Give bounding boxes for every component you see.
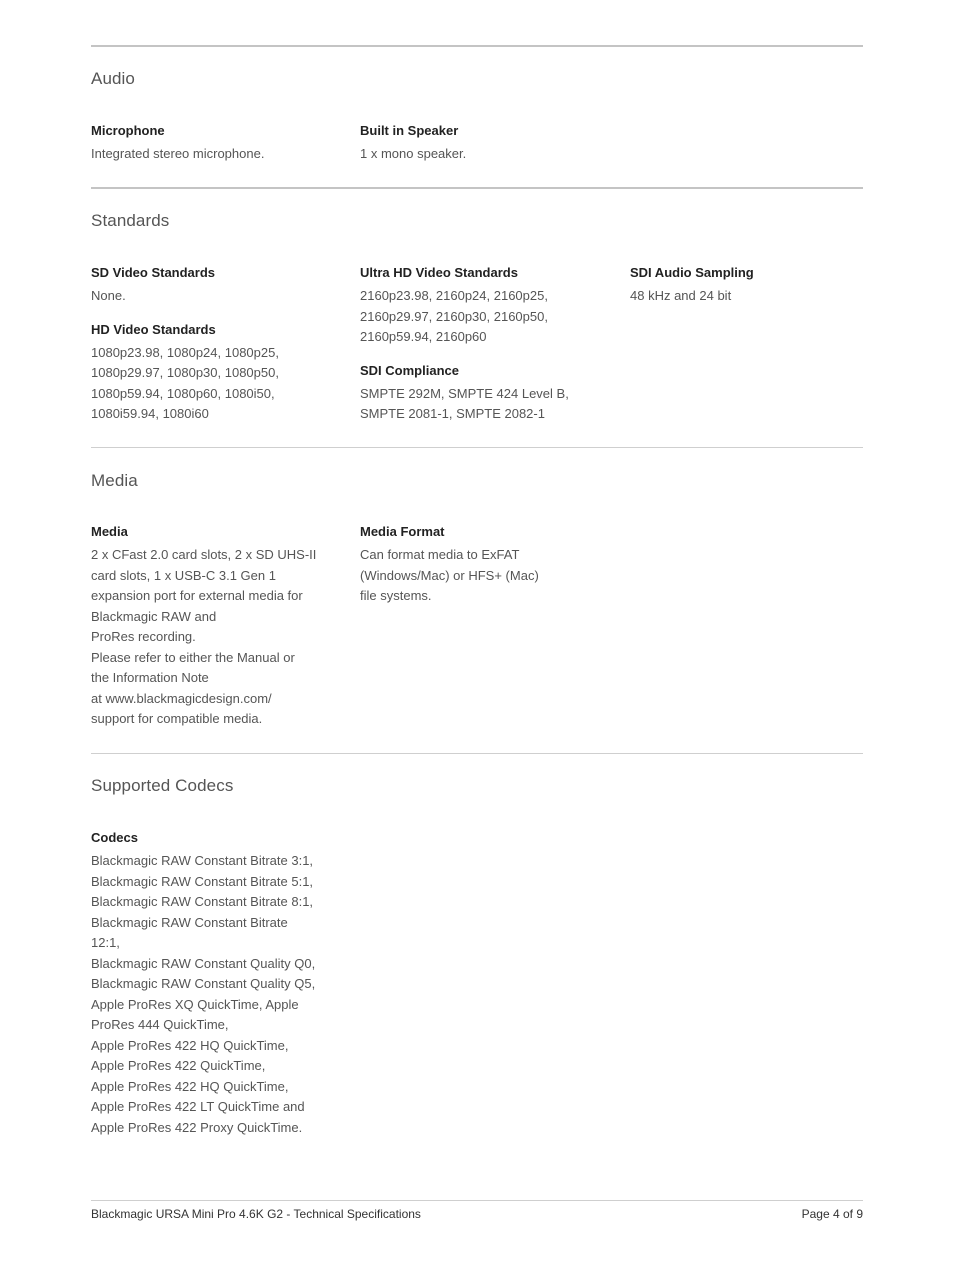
standards-column-3 [630,264,850,321]
spec-label: SD Video Standards [91,265,216,280]
spec-value: Integrated stereo microphone. [91,146,265,161]
media-column-1 [91,523,327,744]
spec-hd-video-standards [91,321,327,425]
standards-column-1 [91,264,327,439]
spec-label: Media Format [360,524,445,539]
section-divider [91,187,863,189]
spec-codecs [91,829,327,1138]
spec-value: Blackmagic RAW Constant Bitrate 3:1, Blackmagic RAW Constant Bitrate 5:1, Blackmagic RAW Constant Bitrate 8:1, Blackmagic RAW Constant Bitrate 12:1, Blackmagic RAW Constant Quality Q0, Blackmagic RAW Constant Quality Q5, Apple ProRes XQ QuickTime, Apple ProRes 444 QuickTime, Apple ProRes 422 HQ QuickTime, Apple ProRes 422 QuickTime, Apple ProRes 422 HQ QuickTime, Apple ProRes 422 LT QuickTime and Apple ProRes 422 Proxy QuickTime. [91,853,316,1135]
spec-sd-video-standards [91,264,327,307]
section-divider [91,753,863,754]
spec-value: 1 x mono speaker. [360,146,467,161]
footer-document-title: Blackmagic URSA Mini Pro 4.6K G2 - Technical Specifications [91,1207,421,1221]
media-column-2 [360,523,580,621]
spec-media-format [360,523,580,607]
spec-microphone [91,122,327,165]
spec-value: SMPTE 292M, SMPTE 424 Level B, SMPTE 2081-1, SMPTE 2082-1 [360,385,569,421]
spec-value: 2160p23.98, 2160p24, 2160p25, 2160p29.97, 2160p30, 2160p50, 2160p59.94, 2160p60 [360,288,548,344]
spec-sdi-compliance [360,362,580,425]
section-divider [91,45,863,47]
section-title-audio: Audio [91,69,135,88]
footer-page-number: Page 4 of 9 [801,1207,863,1221]
audio-column-2 [360,122,580,179]
spec-label: Microphone [91,123,165,138]
spec-label: Ultra HD Video Standards [360,265,518,280]
spec-label: Built in Speaker [360,123,459,138]
spec-sdi-audio-sampling [630,264,850,307]
spec-label: SDI Compliance [360,362,459,378]
spec-value: None. [91,288,126,303]
footer-divider [91,1200,863,1201]
spec-value: Can format media to ExFAT (Windows/Mac) or HFS+ (Mac) file systems. [360,547,539,603]
spec-label: SDI Audio Sampling [630,265,754,280]
spec-media [91,523,327,730]
section-title-supported-codecs: Supported Codecs [91,776,234,795]
spec-label: Media [91,524,128,539]
audio-column-1 [91,122,327,179]
spec-ultra-hd-video-standards [360,264,580,348]
section-title-media: Media [91,471,138,490]
spec-label: HD Video Standards [91,321,216,337]
spec-page [91,0,863,1270]
section-title-standards: Standards [91,211,170,230]
spec-value: 48 kHz and 24 bit [630,288,732,303]
spec-value: 2 x CFast 2.0 card slots, 2 x SD UHS-II card slots, 1 x USB-C 3.1 Gen 1 expansion port for external media for Blackmagic RAW and ProRes recording. Please refer to either the Manual or the Information Note at www.blackmagicdesign.com/ support for compatible media. [91,547,317,726]
spec-built-in-speaker [360,122,580,165]
section-divider [91,447,863,448]
standards-column-2 [360,264,580,439]
codecs-column-1 [91,829,327,1152]
spec-value: 1080p23.98, 1080p24, 1080p25, 1080p29.97, 1080p30, 1080p50, 1080p59.94, 1080p60, 1080i50, 1080i59.94, 1080i60 [91,344,279,421]
spec-label: Codecs [91,830,138,845]
